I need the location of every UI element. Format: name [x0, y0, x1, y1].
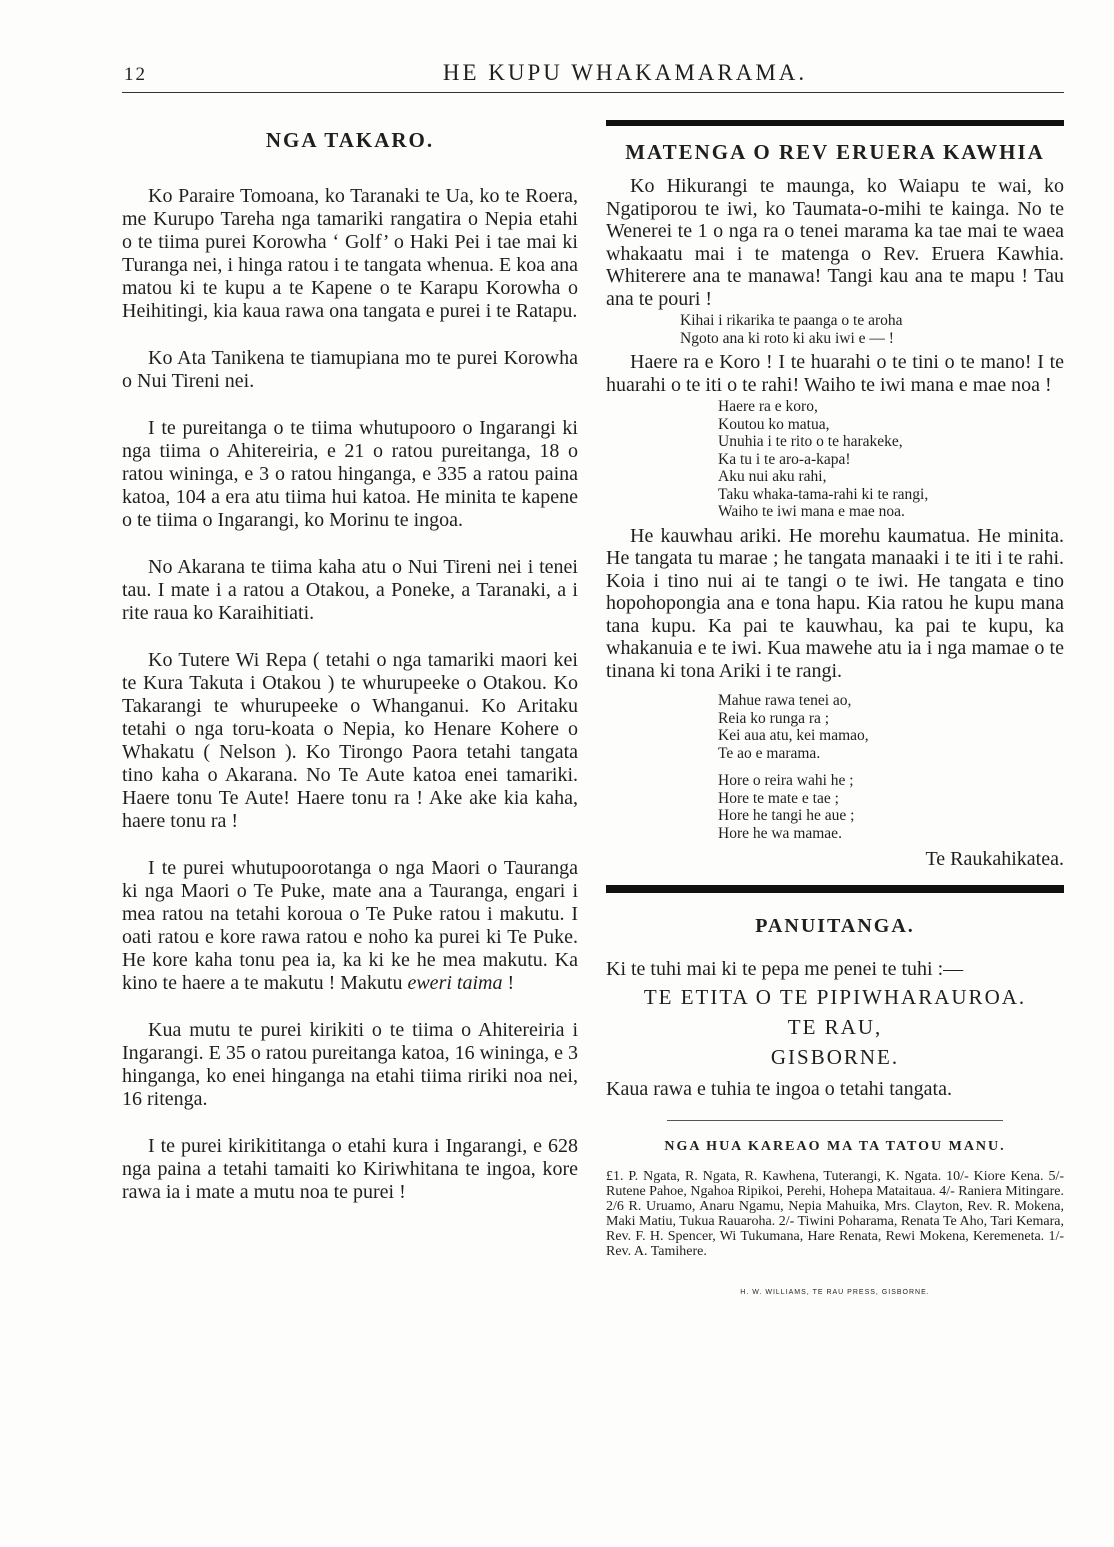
right-column — [606, 120, 1064, 1296]
verse-line: Hore te mate e tae ; — [718, 789, 839, 807]
verse-line: Kei aua atu, kei mamao, — [718, 727, 869, 744]
verse-line: Hore o reira wahi he ; — [718, 772, 854, 789]
stanza-gap — [718, 762, 1064, 772]
signature: Te Raukahikatea. — [925, 848, 1064, 870]
thick-rule-top — [606, 120, 1064, 126]
address-line: TE RAU, — [787, 1015, 883, 1039]
verse-line: Kihai i rikarika te paanga o te aroha — [680, 312, 903, 329]
address-line: TE ETITA O TE PIPIWHARAUROA. — [643, 985, 1027, 1009]
verse-line: Mahue rawa tenei ao, — [718, 692, 852, 709]
verse-hymn — [606, 692, 1064, 842]
notice-final: Kaua rawa e tuhia te ingoa o tetahi tangata. — [606, 1078, 952, 1100]
italic-phrase: eweri taima — [407, 972, 503, 994]
thick-rule-middle — [606, 885, 1064, 893]
paragraph: Kua mutu te purei kirikiti o te tiima o Ahitereiria i Ingarangi. E 35 o ratou pureitanga katoa, 16 wininga, e 3 hinganga, ko enei hinganga na etahi tiima ririki noa nei, 16 ritenga. — [122, 1019, 578, 1110]
verse-line: Koutou ko matua, — [718, 415, 830, 433]
header-rule — [122, 92, 1064, 93]
verse-line: Waiho te iwi mana e mae noa. — [718, 503, 905, 520]
verse-line: Unuhia i te rito o te harakeke, — [718, 433, 903, 450]
verse-line: Taku whaka-tama-rahi ki te rangi, — [718, 485, 929, 503]
obituary-paragraph: He kauwhau ariki. He morehu kaumatua. He minita. He tangata tu marae ; he tangata manaaki i te iti i te rahi. Koia i tino nui ai te tangi o te iwi. He tangata e tino hopohopongia ana e tona hapu. Kia ratou he kupu mana tana kupu. Ka pai te kauwhau, ka pai te kupu, ka whakanuia e te iwi. Kua mawehe atu ia i nga mamae o te tinana ki tona Ariki i te rangi. — [606, 524, 1064, 682]
verse-line: Ngoto ana ki roto ki aku iwi e — ! — [680, 329, 894, 347]
verse-line: Te ao e marama. — [718, 744, 821, 762]
page-number: 12 — [124, 64, 147, 85]
donations-list: £1. P. Ngata, R. Ngata, R. Kawhena, Tuterangi, K. Ngata. 10/- Kiore Kena. 5/- Rutene Pahoe, Ngahoa Ripikoi, Perehi, Hohepa Mataitaua. 4/- Raniera Mitingare. 2/6 R. Uruamo, Anaru Ngamu, Nepia Mahuika, Mrs. Clayton, Rev. R. Mokena, Maki Matiu, Tukua Rauaroha. 2/- Tiwini Poharama, Renata Te Aho, Tari Kemara, Rev. F. H. Spencer, Wi Tukumana, Hare Renata, Rewi Mokena, Keremeneta. 1/- Rev. A. Tamihere. — [606, 1169, 1064, 1259]
paragraph-text: I te purei whutupoorotanga o nga Maori o Tauranga ki nga Maori o Te Puke, mate ana a Tauranga, engari i mea ratou na tetahi koroua o Te Puke ratou i makutu. I oati ratou e kore rawa ratou e noho ka purei ki Te Puke. He kore kaha tonu pea ia, ka ki ke he mea makutu. Ka kino te haere a te makutu ! Makutu — [122, 857, 578, 994]
paragraph: Ko Ata Tanikena te tiamupiana mo te purei Korowha o Nui Tireni nei. — [122, 347, 578, 392]
running-title: HE KUPU WHAKAMARAMA. — [442, 60, 808, 85]
paragraph: I te pureitanga o te tiima whutupooro o Ingarangi ki nga tiima o Ahitereiria, e 21 o ratou pureitanga, 18 o ratou wininga, e 3 o ratou hinganga, e 335 a ratou paina katoa, 104 a era atu tiima hui katoa. He minita te kapene o te tiima o Ingarangi, ko Morinu te ingoa. — [122, 417, 578, 531]
verse-line: Ka tu i te aro-a-kapa! — [718, 450, 851, 468]
paragraph: Ko Paraire Tomoana, ko Taranaki te Ua, ko te Roera, me Kurupo Tareha nga tamariki rangatira o Nepia etahi o te tiima purei Korowha ‘ Golf’ o Haki Pei i tae mai ki Turanga nei, i hinga ratou i te tangata whenua. E koa ana matou ki te kupu a te Kapene o te Karapu Korowha o Heihitingi, kia kaua rawa ona tangata e purei i te Ratapu. — [122, 185, 578, 322]
verse-line: Aku nui aku rahi, — [718, 468, 827, 485]
printer-imprint: H. W. WILLIAMS, TE RAU PRESS, GISBORNE. — [740, 1289, 930, 1296]
verse-farewell — [606, 398, 1064, 521]
verse-line: Hore he tangi he aue ; — [718, 807, 855, 824]
verse-line: Hore he wa mamae. — [718, 824, 842, 842]
notice-title: PANUITANGA. — [755, 915, 915, 937]
address-line: GISBORNE. — [770, 1045, 900, 1069]
notice-intro: Ki te tuhi mai ki te pepa me penei te tuhi :— — [606, 958, 964, 980]
paragraph: No Akarana te tiima kaha atu o Nui Tireni nei i tenei tau. I mate i a ratou a Otakou, a Poneke, a Taranaki, a i rite raua ko Karaihitiati. — [122, 556, 578, 624]
donations-title: NGA HUA KAREAO MA TA TATOU MANU. — [664, 1139, 1006, 1154]
left-column — [122, 128, 578, 1228]
section-title-nga-takaro: NGA TAKARO. — [265, 128, 435, 152]
verse-line: Haere ra e koro, — [718, 398, 818, 415]
obituary-paragraph: Haere ra e Koro ! I te huarahi o te tini o te mano! I te huarahi o te iti o te rahi! Waiho te iwi mana e mae noa ! — [606, 351, 1064, 396]
paragraph-end: ! — [502, 972, 515, 994]
thin-rule — [667, 1120, 1003, 1121]
paragraph-makutu — [122, 857, 578, 995]
obituary-paragraph: Ko Hikurangi te maunga, ko Waiapu te wai, ko Ngatiporou te iwi, ko Taumata-o-mihi te kainga. No te Wenerei te 1 o nga ra o tenei marama ka tae mai te waea whakaatu mai i te matenga o Rev. Eruera Kawhia. Whiterere ana te manawa! Tangi kau ana te mapu ! Tau ana te pouri ! — [606, 175, 1064, 310]
verse-lament — [606, 312, 1064, 347]
paragraph: Ko Tutere Wi Repa ( tetahi o nga tamariki maori kei te Kura Takuta i Otakou ) te whurupeeke o Otakou. Ko Takarangi te whurupeeke o Whanganui. Ko Aritaku tetahi o nga toru-koata o Nepia, ko Henare Kohere o Whakatu ( Nelson ). Ko Tirongo Paora tetahi tangata tino kaha o Akarana. No Te Aute katoa enei tamariki. Haere tonu Te Aute! Haere tonu ra ! Ake ake kia kaha, haere tonu ra ! — [122, 649, 578, 832]
section-title-obituary: MATENGA O REV ERUERA KAWHIA — [625, 140, 1045, 164]
verse-line: Reia ko runga ra ; — [718, 709, 830, 727]
paragraph: I te purei kirikititanga o etahi kura i Ingarangi, e 628 nga paina a tetahi tamaiti ko Kiriwhitana te ingoa, kore rawa ia i mate a mutu noa te purei ! — [122, 1135, 578, 1203]
